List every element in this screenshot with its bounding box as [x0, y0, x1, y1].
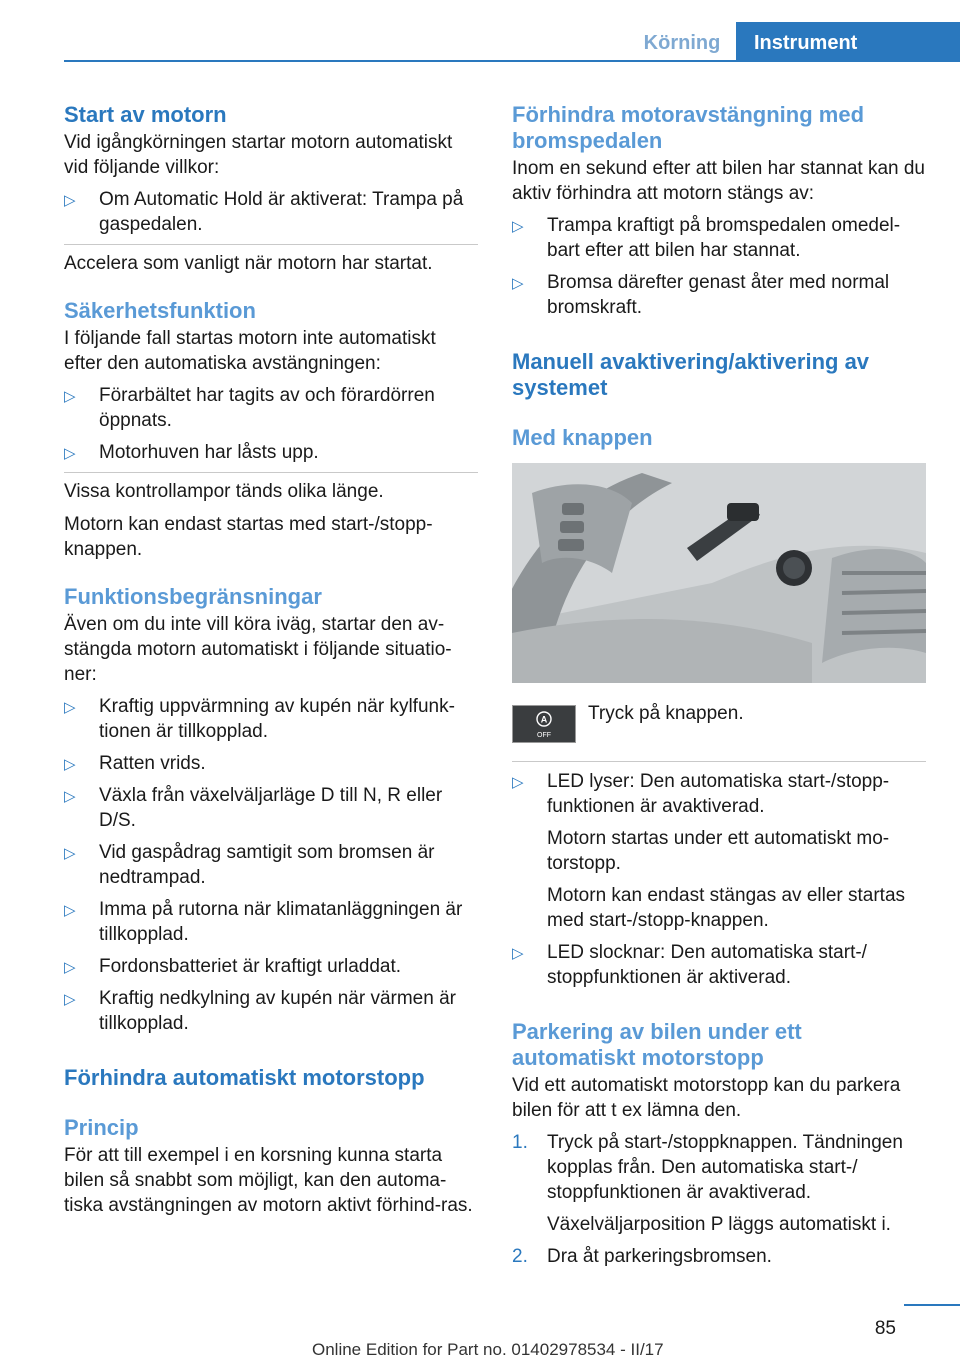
page-number: 85: [874, 1318, 896, 1339]
limits-list: [64, 694, 478, 1036]
tab-section[interactable]: Körning: [643, 32, 721, 54]
brake-list: [512, 213, 926, 320]
led-on-sub-1: Motorn startas under ett automatiskt mo-torstopp.: [547, 828, 890, 874]
heading-prevent-stop: Förhindra automatiskt motorstopp: [64, 1065, 425, 1090]
list-item: ▷ Växla från växelväljarläge D till N, R eller D/S.: [64, 785, 443, 831]
divider: [64, 244, 478, 245]
heading-principle: Princip: [64, 1115, 139, 1140]
heading-parking: Parkering av bilen under ett automatiskt motorstopp: [512, 1019, 802, 1070]
safety-list: [64, 383, 478, 465]
header-rule: [64, 60, 960, 62]
heading-manual-toggle: Manuell avaktivering/aktivering av systemet: [512, 349, 870, 400]
triangle-bullet-icon: ▷: [64, 192, 76, 209]
right-column: [512, 102, 926, 1276]
triangle-bullet-icon: ▷: [64, 991, 76, 1008]
list-item: ▷ Ratten vrids.: [64, 751, 478, 776]
list-item: ▷ Om Automatic Hold är aktiverat: Trampa på gaspedalen.: [64, 189, 464, 235]
list-item: ▷ Kraftig nedkylning av kupén när värmen är tillkopplad.: [64, 988, 456, 1034]
dashboard-illustration: [512, 463, 926, 683]
start-after: Accelera som vanligt när motorn har startat.: [64, 253, 433, 274]
triangle-bullet-icon: ▷: [64, 388, 76, 405]
edition-footer: Online Edition for Part no. 01402978534 - II/17: [312, 1340, 664, 1359]
start-list: [64, 187, 478, 237]
dashboard-photo: [512, 463, 926, 683]
list-item: ▷ Imma på rutorna när klimatanläggningen är tillkopplad.: [64, 899, 463, 945]
triangle-bullet-icon: ▷: [64, 756, 76, 773]
safety-after-1: Vissa kontrollampor tänds olika länge.: [64, 481, 384, 502]
auto-start-stop-button-image: [512, 705, 576, 743]
heading-limits: Funktionsbegränsningar: [64, 584, 322, 609]
heading-with-button: Med knappen: [512, 425, 653, 450]
divider: [512, 761, 926, 762]
triangle-bullet-icon: ▷: [512, 945, 524, 962]
start-intro: Vid igångkörningen startar motorn automatiskt vid följande villkor:: [64, 132, 453, 178]
list-item: ▷ Fordonsbatteriet är kraftigt urladdat.: [64, 954, 478, 979]
triangle-bullet-icon: ▷: [64, 445, 76, 462]
press-instruction: Tryck på knappen.: [588, 703, 744, 724]
list-item: ▷ Bromsa därefter genast åter med normal bromskraft.: [512, 272, 890, 318]
list-item: ▷ LED slocknar: Den automatiska start-/ stoppfunktionen är aktiverad.: [512, 942, 867, 988]
heading-brake-pedal: Förhindra motoravstängning med bromspedalen: [512, 102, 865, 153]
list-item: ▷ Trampa kraftigt på bromspedalen omedel-bart efter att bilen har stannat.: [512, 215, 901, 261]
park-steps: [512, 1130, 926, 1269]
limits-intro: Även om du inte vill köra iväg, startar den av-stängda motorn automatiskt i följande situatio-ner:: [64, 614, 452, 685]
heading-start-engine: Start av motorn: [64, 102, 227, 127]
step-number: 2.: [512, 1246, 528, 1267]
triangle-bullet-icon: ▷: [64, 788, 76, 805]
triangle-bullet-icon: ▷: [64, 959, 76, 976]
principle-text: För att till exempel i en korsning kunna starta bilen så snabbt som möjligt, kan den automa-tiska avstängningen av motorn aktivt förhind-ras.: [64, 1145, 473, 1216]
tab-chapter-active[interactable]: Instrument: [736, 22, 960, 62]
svg-text:A: A: [540, 714, 548, 725]
safety-intro: I följande fall startas motorn inte automatiskt efter den automatiska avstängningen:: [64, 328, 436, 374]
list-item: ▷ Vid gaspådrag samtigit som bromsen är nedtrampad.: [64, 842, 435, 888]
page-header: [0, 0, 960, 62]
divider: [64, 472, 478, 473]
led-on-sub-2: Motorn kan endast stängas av eller startas med start-/stopp-knappen.: [547, 885, 906, 931]
safety-after-2: Motorn kan endast startas med start-/stopp-knappen.: [64, 514, 433, 560]
press-button-row: [512, 701, 926, 761]
left-column: [64, 102, 478, 1218]
list-item: ▷ Motorhuven har låsts upp.: [64, 440, 478, 465]
list-item: 2. Dra åt parkeringsbromsen.: [512, 1246, 772, 1267]
heading-safety: Säkerhetsfunktion: [64, 298, 256, 323]
footer-rule: [904, 1304, 960, 1306]
triangle-bullet-icon: ▷: [64, 699, 76, 716]
led-list: [512, 769, 926, 990]
list-item: ▷ Kraftig uppvärmning av kupén när kylfunk-tionen är tillkopplad.: [64, 696, 455, 742]
park-intro: Vid ett automatiskt motorstopp kan du parkera bilen för att t ex lämna den.: [512, 1075, 901, 1121]
list-item: ▷ LED lyser: Den automatiska start-/stopp-funktionen är avaktiverad. Motorn startas under ett automatiskt mo-torstopp. Motorn kan endast stängas av eller startas med start-/stopp-knappen.: [512, 769, 926, 933]
list-item: ▷ Förarbältet har tagits av och förardörren öppnats.: [64, 385, 435, 431]
triangle-bullet-icon: ▷: [512, 218, 524, 235]
triangle-bullet-icon: ▷: [64, 902, 76, 919]
triangle-bullet-icon: ▷: [512, 774, 524, 791]
brake-intro: Inom en sekund efter att bilen har stannat kan du aktiv förhindra att motorn stängs av:: [512, 158, 925, 204]
step-number: 1.: [512, 1132, 528, 1153]
triangle-bullet-icon: ▷: [512, 275, 524, 292]
step-sub: Växelväljarposition P läggs automatiskt i.: [547, 1214, 891, 1235]
list-item: 1. Tryck på start-/stoppknappen. Tändningen kopplas från. Den automatiska start-/ stoppfunktionen är avaktiverad. Växelväljarposition P läggs automatiskt i.: [512, 1130, 926, 1237]
button-off-label: OFF: [537, 732, 551, 739]
triangle-bullet-icon: ▷: [64, 845, 76, 862]
